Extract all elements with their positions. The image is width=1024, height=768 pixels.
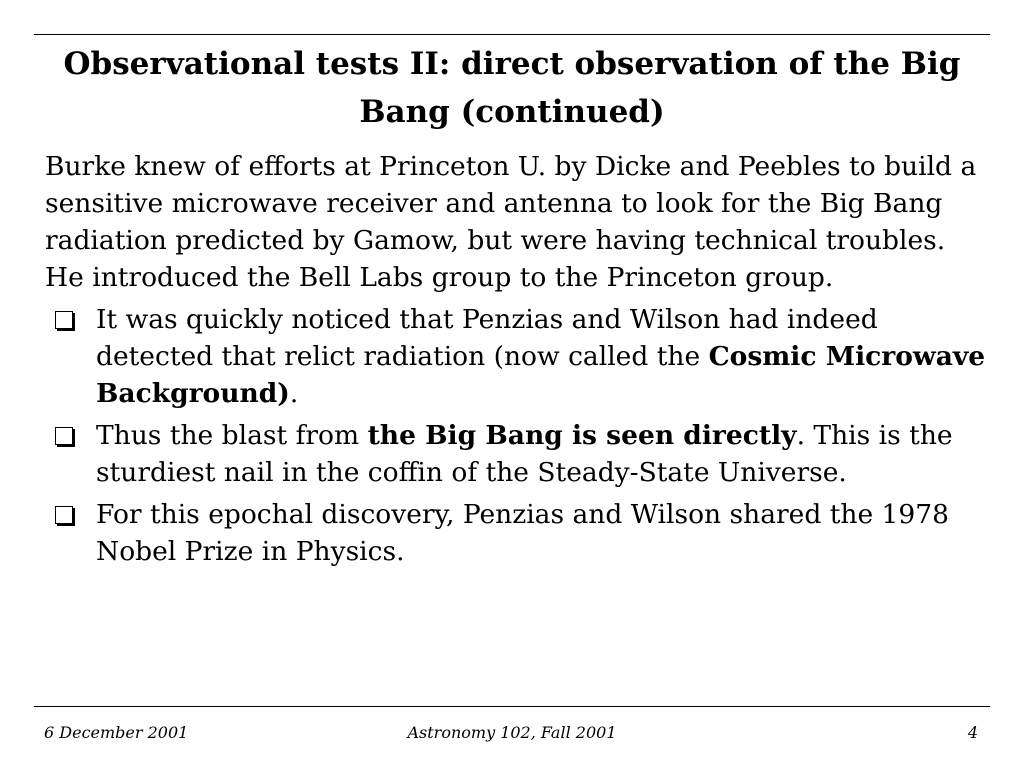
square-bullet-icon — [55, 506, 73, 524]
square-bullet-icon — [55, 427, 73, 445]
bullet-emphasis: Cosmic Microwave Background) — [96, 341, 986, 409]
bullet-text: Thus the blast from — [96, 420, 368, 451]
page-number: 4 — [967, 723, 978, 742]
bullet-text: . — [289, 378, 299, 409]
bullet-text: For this epochal discovery, Penzias and Wilson shared the 1978 Nobel Prize in Physics. — [96, 499, 949, 567]
slide-title: Observational tests II: direct observation of the Big Bang (continued) — [63, 46, 961, 130]
bullet-emphasis: the Big Bang is seen directly — [367, 420, 797, 451]
bullet-text: It was quickly noticed that Penzias and Wilson had indeed detected that relict radiation (now called the — [96, 304, 878, 372]
bullet-item — [45, 496, 990, 570]
lead-paragraph: Burke knew of efforts at Princeton U. by Dicke and Peebles to build a sensitive microwave receiver and antenna to look for the Big Bang radiation predicted by Gamow, but were having technical troubles. He introduced the Bell Labs group to the Princeton group. — [45, 151, 977, 293]
top-rule — [34, 34, 990, 35]
bullet-item — [45, 301, 990, 412]
bullet-text: . This is the sturdiest nail in the coffin of the Steady-State Universe. — [96, 420, 953, 488]
bottom-rule — [34, 706, 990, 707]
bullet-list — [45, 301, 990, 570]
bullet-item — [45, 417, 990, 491]
square-bullet-icon — [55, 311, 73, 329]
footer-course: Astronomy 102, Fall 2001 — [407, 723, 617, 742]
footer-date: 6 December 2001 — [44, 723, 189, 742]
slide-body — [45, 148, 990, 575]
